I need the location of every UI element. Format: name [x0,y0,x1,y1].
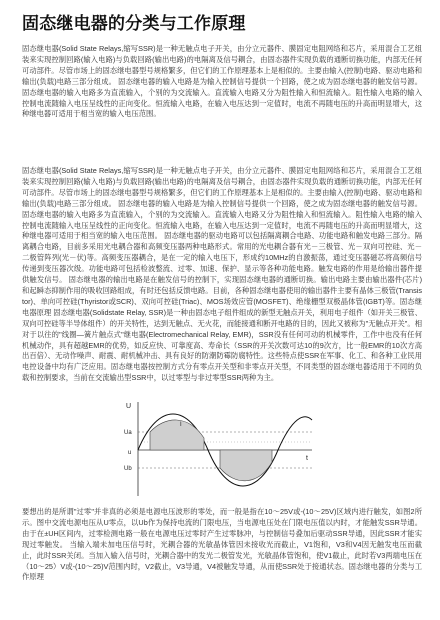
paragraph-body: 固态继电器(Solid State Relays,缩写SSR)是一种无触点电子开关，由分立元器件、膜固定电阻网络和芯片，采用混合工艺组装来实现控制回路(输入电路)与负载回路(输出电路)的电隔离及信号耦合，由固态器件实现负载的通断切换功能，内部无任何可动部件。尽管市场上的固态继电器型号规格繁多，但它们的工作原理基本上是相似的。主要由输入(控制)电路、驱动电路和输出(负载)电路三部分组成。 固态继电器的输入电路是为输入控制信号提供一个回路，使之成为固态继电器的触发信号源。固态继电器的输入电路多为直流输入，个别的为交流输入。直流输入电路又分为阻性输入和恒流输入。阻性输入电路的输入控制电流随输入电压呈线性的正向变化。恒流输入电路，在输入电压达到一定值时，电流不再随电压的升高而明显增大，这种继电器可适用于相当宽的输入电压范围。 固态继电器的驱动电路可以包括隔离耦合电路、功能电路和触发电路三部分。隔离耦合电路，目前多采用光电耦合器和高频变压器两种电路形式。常用的光电耦合器有光－三极管、光－双向可控硅、光－二极管阵列(光－伏)等。高频变压器耦合，是在一定的输入电压下，形成约10MHz的自激振荡，通过变压器磁芯将高频信号传递到变压器次级。功能电路可包括检波整流、过零、加速、保护、显示等各种功能电路。触发电路的作用是给输出器件提供触发信号。 固态继电器的输出电路是在触发信号的控制下，实现固态继电器的通断切换。输出电路主要由输出器件(芯片)和起瞬态抑制作用的吸收回路组成，有时还包括反馈电路。目前，各种固态继电器使用的输出器件主要有晶体三极管(Transistor)、单向可控硅(Thyristor或SCR)、双向可控硅(Triac)、MOS场效应管(MOSFET)、绝缘栅型双极晶体管(IGBT)等。固态继电器原理 固态继电器(Solidstate Relay, SSR)是一种由固态电子组件组成的新型无触点开关，利用电子组件（如开关三极管、双向可控硅等半导体组件）的开关特性，达到无触点、无火花，而能接通和断开电路的目的，因此又被称为"无触点开关"。相对于以往的"线圈—簧片触点式"继电器(Electromechanical Relay, EMR)，SSR没有任何可动的机械零件，工作中也没有任何机械动作，具有超越EMR的优势，如反应快、可靠度高、寿命长（SSR的开关次数可达10的9次方，比一般EMR的10次方高出百倍）、无动作噪声、耐震、耐机械冲击、具有良好的防潮防霉防腐特性。这些特点使SSR在军事、化工、和各种工业民用电控设备中均有广泛应用。固态继电器按控制方式分有零点开关型和非零点开关型，不同类型的固态继电器适用于不同的负载和控制要求，当前在交流输出型SSR中，以过零型与非过零型SSR两种为主。 [22,166,422,383]
paragraph-closing: 要想出的是所谓"过零"并非真的必须是电源电压波形的零处，而一般是指在10～25V或-(10～25V)区域内进行触发，如图2所示。图中交流电源电压从U零点，以Ub作为保持电流的门限电压，当电源电压处在门限电压值以内时，才能触发SSR导通。由于在±UH区间内，过零检测电路一般在电源电压过零时产生过零脉冲，与控制信号叠加后驱动SSR导通，因此SSR才能实现过零触发。 当输入端未加电压信号时，光耦合器的光敏晶体管因未接收光而截止，V1饱和，V3和V4因无触发电压而截止，此时SSR关闭。当加入输入信号时，光耦合器中的发光二极管发光，光敏晶体管饱和，使V1截止，此时若V3两端电压在（10～25）V或-(10～25)V范围内时，V2截止，V3导通，V4被触发导通，从而使SSR处于接通状态。固态继电器的分类与工作原理 [22,507,422,582]
label-i: I [180,422,182,428]
waveform-figure [120,398,320,500]
paragraph-intro: 固态继电器(Solid State Relays,缩写SSR)是一种无触点电子开关，由分立元器件、膜固定电阻网络和芯片，采用混合工艺组装来实现控制回路(输入电路)与负载回路(输出电路)的电隔离及信号耦合，由固态器件实现负载的通断切换功能，内部无任何可动部件。尽管市场上的固态继电器型号规格繁多，但它们的工作原理基本上是相似的。主要由输入(控制)电路、驱动电路和输出(负载)电路三部分组成。 固态继电器的输入电路是为输入控制信号提供一个回路，使之成为固态继电器的触发信号源。固态继电器的输入电路多为直流输入，个别的为交流输入。直流输入电路又分为阻性输入和恒流输入。阻性输入电路的输入控制电流随输入电压呈线性的正向变化。恒流输入电路，在输入电压达到一定值时，电流不再随电压的升高而明显增大，这种继电器可适用于相当宽的输入电压范围。 [22,44,422,119]
label-ua: Ua [124,430,132,436]
current-waveform [150,420,204,450]
document-title: 固态继电器的分类与工作原理 [22,14,246,33]
current-waveform-neg [220,450,272,481]
label-u: U [126,403,132,410]
label-ub: Ub [124,466,132,472]
label-u-small: u [128,450,132,456]
label-t: t [306,455,308,462]
